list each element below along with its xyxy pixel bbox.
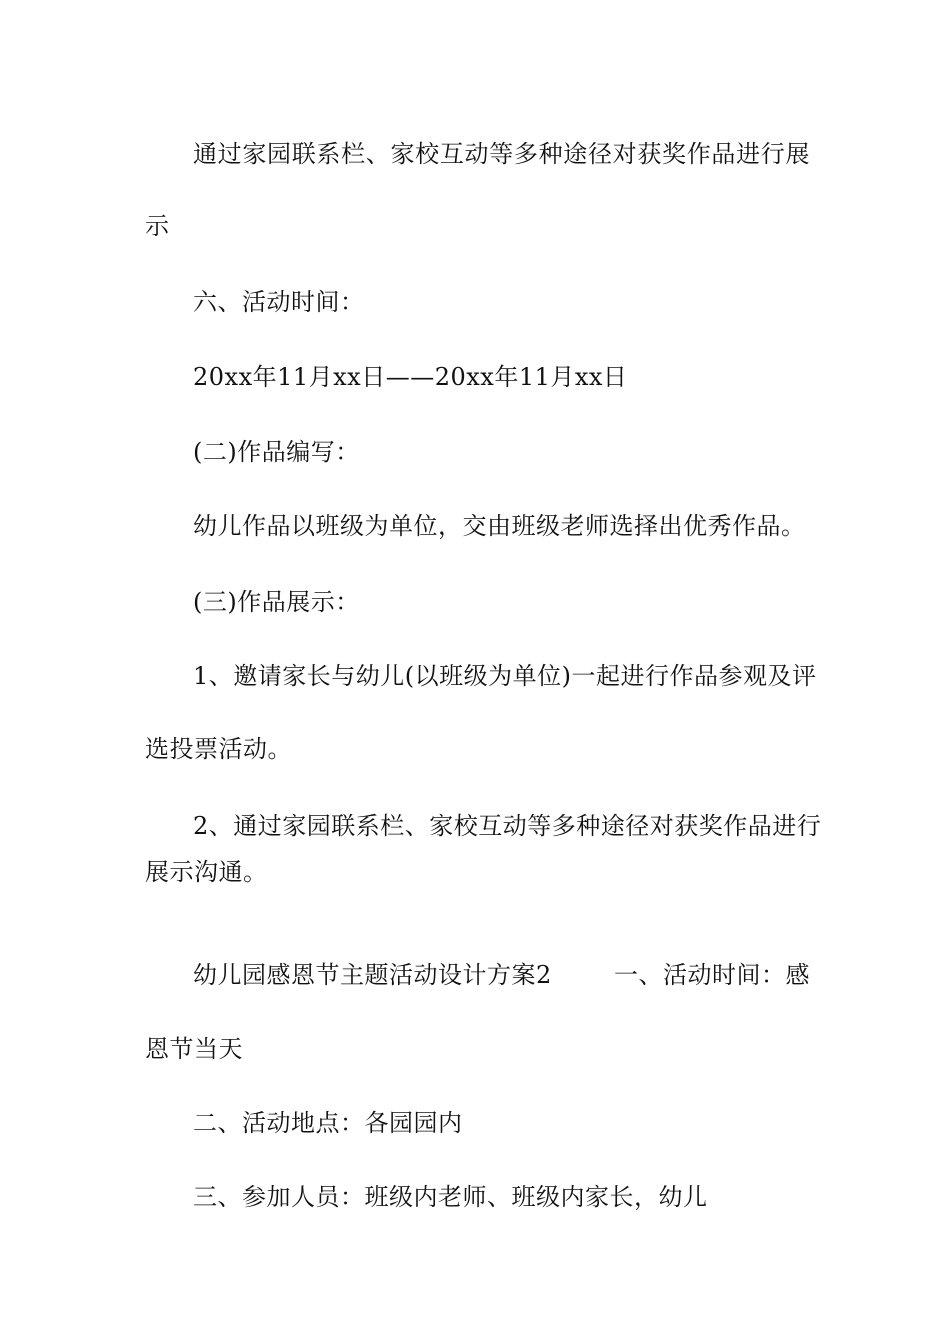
- list-item-1-line2: 选投票活动。: [145, 735, 292, 763]
- list-item-1-line1: 1、邀请家长与幼儿(以班级为单位)一起进行作品参观及评: [193, 662, 817, 690]
- heading-work-display: (三)作品展示：: [193, 588, 360, 616]
- paragraph-display-line1: 通过家园联系栏、家校互动等多种途径对获奖作品进行展: [193, 140, 810, 168]
- list-item-2-line1: 2、通过家园联系栏、家校互动等多种途径对获奖作品进行: [193, 812, 822, 840]
- plan-2-activity-time-line2: 恩节当天: [145, 1035, 243, 1063]
- participants: 三、参加人员：班级内老师、班级内家长，幼儿: [193, 1183, 708, 1211]
- plan-2-title-line: [193, 959, 810, 991]
- heading-activity-time: 六、活动时间：: [193, 288, 365, 316]
- plan-2-title: 幼儿园感恩节主题活动设计方案2: [193, 961, 552, 989]
- paragraph-work-selection: 幼儿作品以班级为单位，交由班级老师选择出优秀作品。: [193, 512, 806, 540]
- list-item-2-line2: 展示沟通。: [145, 858, 268, 886]
- activity-location: 二、活动地点：各园园内: [193, 1109, 463, 1137]
- paragraph-display-line2: 示: [145, 212, 170, 240]
- heading-work-writing: (二)作品编写：: [193, 438, 360, 466]
- plan-2-activity-time: 一、活动时间：感: [614, 961, 810, 989]
- activity-date-range: 20xx年11月xx日——20xx年11月xx日: [193, 363, 628, 391]
